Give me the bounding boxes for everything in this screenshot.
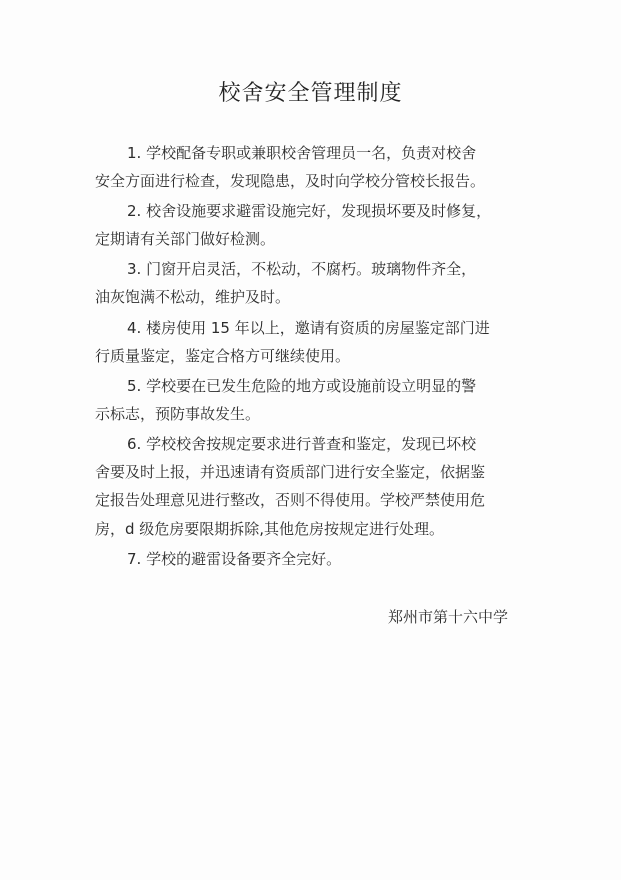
- clause-4-line-2: 行质量鉴定，鉴定合格方可继续使用。: [95, 347, 351, 365]
- clause-1-line-1: 1. 学校配备专职或兼职校舍管理员一名，负责对校舍: [127, 144, 477, 162]
- document-title: 校舍安全管理制度: [218, 81, 403, 106]
- clause-1-line-2: 安全方面进行检查，发现隐患，及时向学校分管校长报告。: [95, 172, 486, 190]
- clause-6-line-2: 舍要及时上报，并迅速请有资质部门进行安全鉴定，依据鉴: [95, 463, 486, 481]
- clause-3-line-2: 油灰饱满不松动，维护及时。: [95, 288, 291, 306]
- clause-5-line-2: 示标志，预防事故发生。: [95, 405, 261, 423]
- clause-2-line-2: 定期请有关部门做好检测。: [95, 230, 276, 248]
- clause-2-line-1: 2. 校舍设施要求避雷设施完好，发现损坏要及时修复，: [127, 202, 492, 220]
- clause-7-line-1: 7. 学校的避雷设备要齐全完好。: [127, 550, 342, 568]
- clause-3-line-1: 3. 门窗开启灵活，不松动，不腐朽。玻璃物件齐全，: [127, 260, 477, 278]
- clause-6-line-3: 定报告处理意见进行整改，否则不得使用。学校严禁使用危: [95, 491, 486, 509]
- clause-6-line-1: 6. 学校校舍按规定要求进行普查和鉴定，发现已坏校: [127, 435, 477, 453]
- clause-5-line-1: 5. 学校要在已发生危险的地方或设施前设立明显的警: [127, 377, 477, 395]
- issuer-signature: 郑州市第十六中学: [388, 608, 509, 626]
- clause-6-line-4: 房，d 级危房要限期拆除,其他危房按规定进行处理。: [95, 520, 445, 538]
- clause-4-line-1: 4. 楼房使用 15 年以上，邀请有资质的房屋鉴定部门进: [127, 319, 490, 337]
